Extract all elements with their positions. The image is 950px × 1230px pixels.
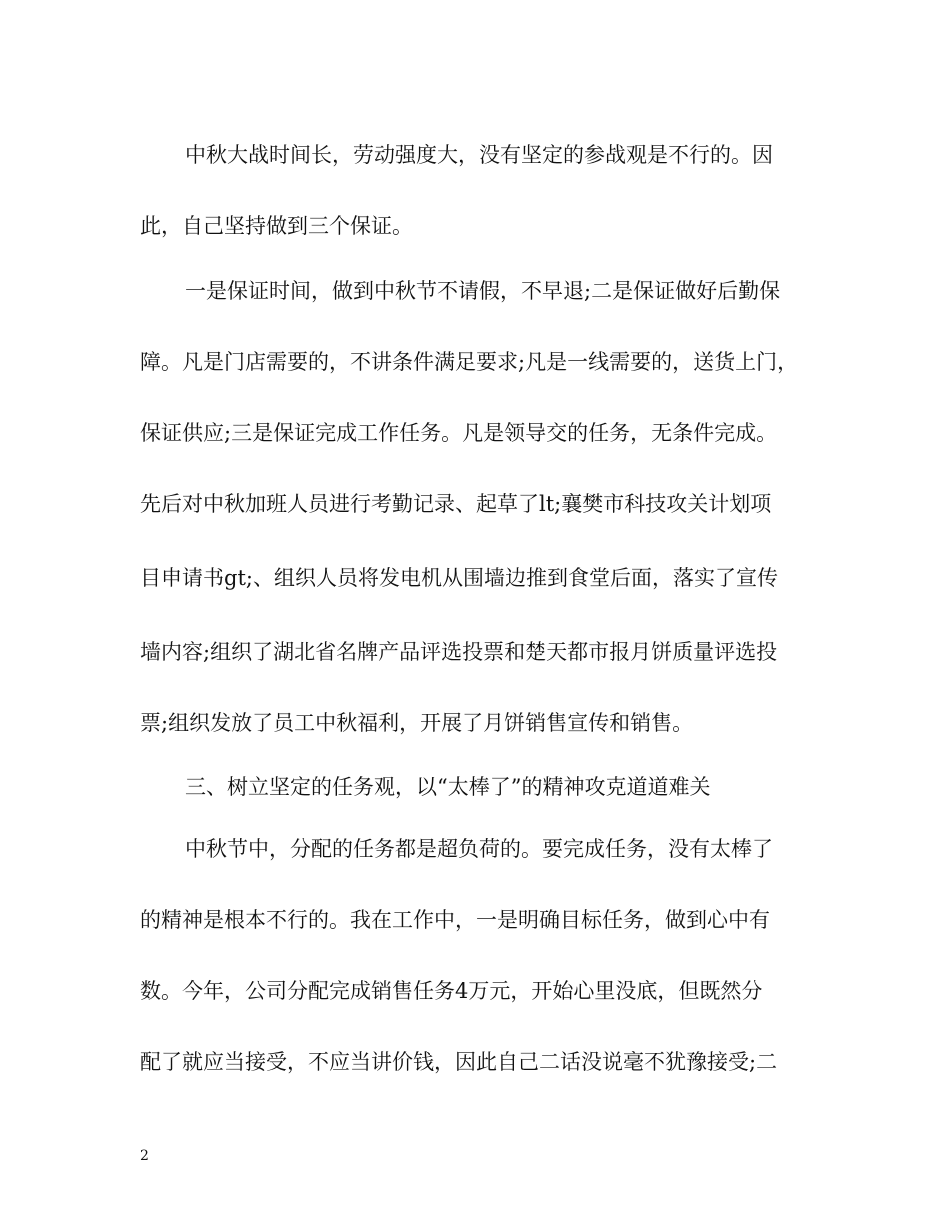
paragraph-line: 票;组织发放了员工中秋福利，开展了月饼销售宣传和销售。 bbox=[140, 711, 694, 735]
paragraph-line: 中秋节中，分配的任务都是超负荷的。要完成任务，没有太棒了 bbox=[185, 837, 773, 861]
paragraph-line: 先后对中秋加班人员进行考勤记录、起草了lt;襄樊市科技攻关计划项 bbox=[140, 492, 772, 516]
paragraph-line: 障。凡是门店需要的，不讲条件满足要求;凡是一线需要的，送货上门， bbox=[140, 350, 799, 374]
paragraph-line: 一是保证时间，做到中秋节不请假，不早退;二是保证做好后勤保 bbox=[185, 279, 781, 303]
paragraph-line: 目申请书gt;、组织人员将发电机从围墙边推到食堂后面，落实了宣传 bbox=[140, 566, 778, 590]
paragraph-line: 保证供应;三是保证完成工作任务。凡是领导交的任务，无条件完成。 bbox=[140, 421, 778, 445]
paragraph-line: 此，自己坚持做到三个保证。 bbox=[140, 214, 413, 238]
paragraph-line: 墙内容;组织了湖北省名牌产品评选投票和楚天都市报月饼质量评选投 bbox=[140, 640, 778, 664]
paragraph-line: 中秋大战时间长，劳动强度大，没有坚定的参战观是不行的。因 bbox=[185, 143, 773, 167]
paragraph-line: 数。今年，公司分配完成销售任务4万元，开始心里没底，但既然分 bbox=[140, 979, 763, 1003]
section-heading: 三、树立坚定的任务观，以“太棒了”的精神攻克道道难关 bbox=[185, 775, 711, 799]
page-number: 2 bbox=[140, 1148, 149, 1164]
paragraph-line: 的精神是根本不行的。我在工作中，一是明确目标任务，做到心中有 bbox=[140, 908, 770, 932]
paragraph-line: 配了就应当接受，不应当讲价钱，因此自己二话没说毫不犹豫接受;二 bbox=[140, 1050, 778, 1074]
